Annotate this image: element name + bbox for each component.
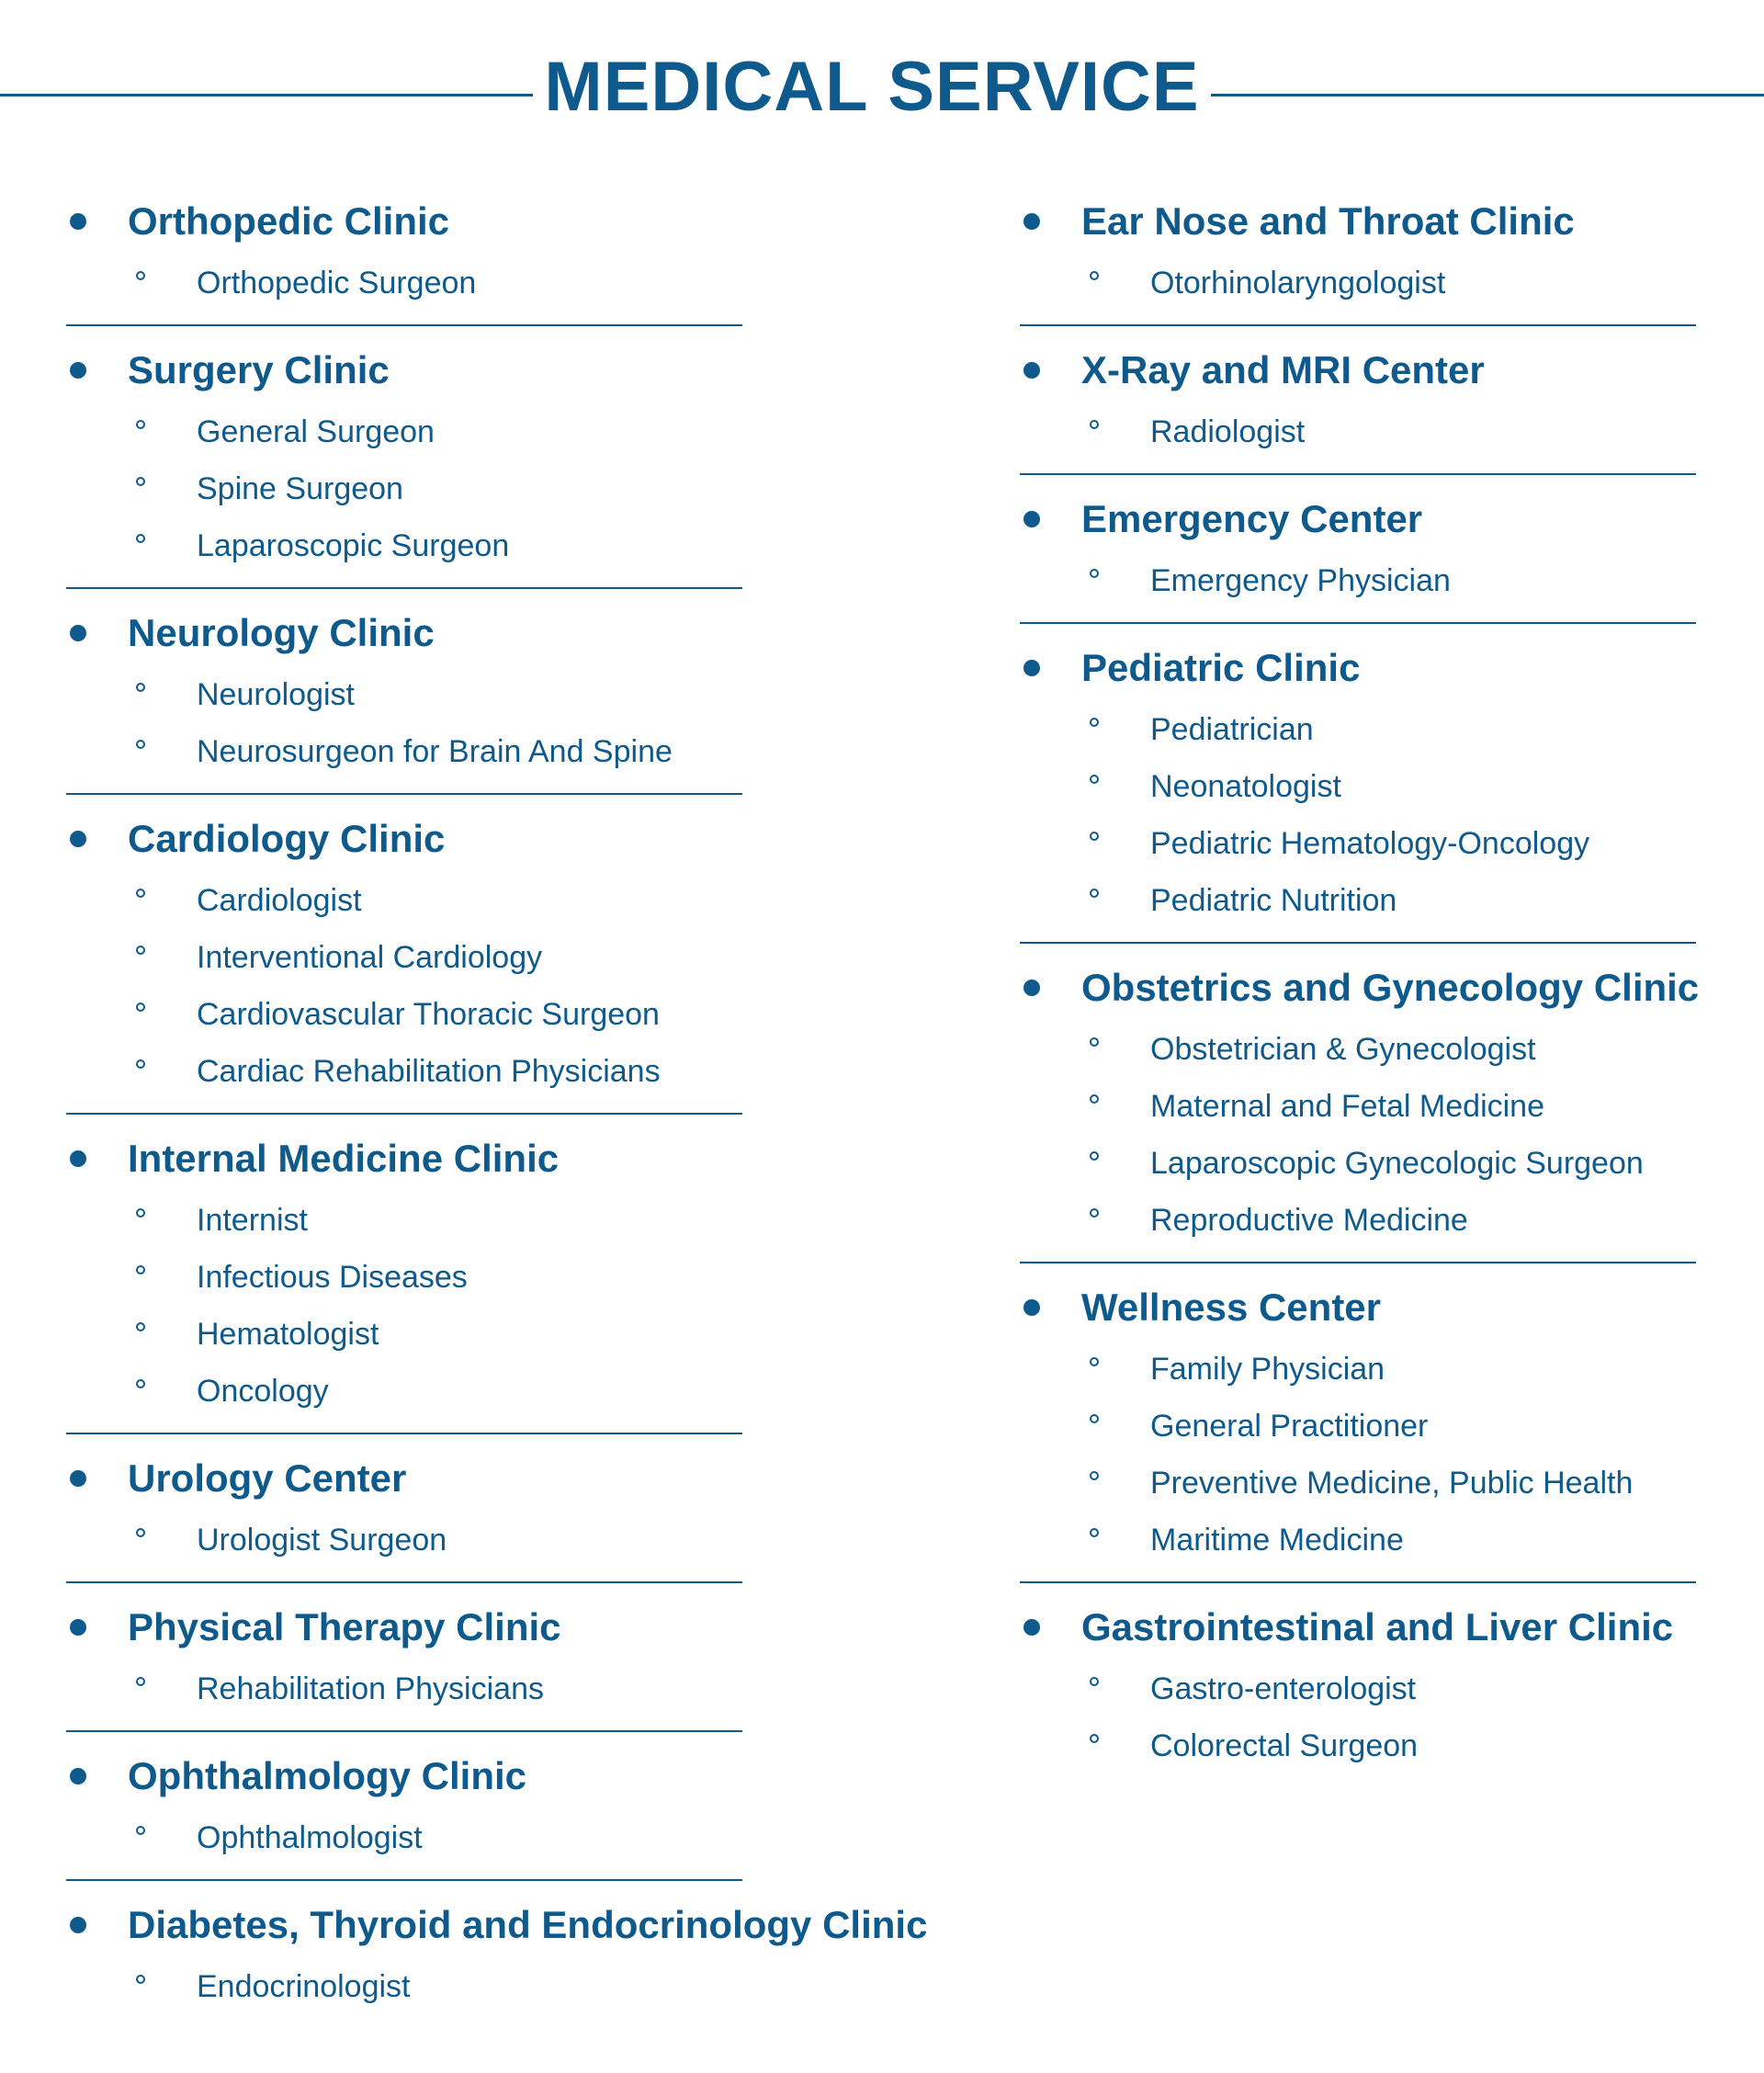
specialist-list [1020,701,1696,929]
clinic-heading [1020,337,1696,403]
bullet-icon [70,625,86,641]
specialist-item [1020,1341,1696,1398]
hollow-bullet-icon [1090,1734,1099,1743]
hollow-bullet-icon [136,1975,145,1984]
specialist-item [66,986,742,1043]
clinic-section [1020,188,1696,326]
clinic-heading [66,1445,742,1512]
clinic-name: Orthopedic Clinic [128,199,450,243]
clinic-section [66,1126,742,1434]
clinic-section [66,806,742,1115]
clinic-name: Obstetrics and Gynecology Clinic [1081,966,1700,1009]
page-header [0,37,1764,147]
hollow-bullet-icon [136,946,145,955]
hollow-bullet-icon [136,1265,145,1274]
hollow-bullet-icon [1090,832,1099,841]
hollow-bullet-icon [136,477,145,486]
clinic-heading [66,1126,742,1192]
specialist-item [1020,872,1696,929]
specialist-item [66,1043,742,1100]
clinic-heading [1020,188,1696,255]
clinic-name: Neurology Clinic [128,611,435,654]
clinic-name: X-Ray and MRI Center [1081,348,1485,391]
specialist-item [66,1249,742,1306]
clinic-name: Wellness Center [1081,1286,1382,1329]
hollow-bullet-icon [1090,775,1099,784]
clinic-section [66,1445,742,1583]
clinic-name: Ear Nose and Throat Clinic [1081,199,1575,243]
clinic-heading [1020,1274,1696,1341]
specialist-label: Cardiac Rehabilitation Physicians [197,1053,661,1089]
specialist-list [66,872,742,1100]
hollow-bullet-icon [1090,1151,1099,1161]
specialist-list [66,1809,742,1866]
specialist-label: Cardiologist [197,882,362,918]
clinic-name: Pediatric Clinic [1081,646,1361,689]
hollow-bullet-icon [1090,1471,1099,1480]
specialist-label: Neurologist [197,676,355,712]
specialist-item [66,403,742,460]
specialist-item [1020,815,1696,872]
hollow-bullet-icon [1090,1528,1099,1537]
specialist-list [1020,1021,1696,1249]
hollow-bullet-icon [136,740,145,749]
specialist-label: Emergency Physician [1150,562,1451,598]
specialist-item [66,517,742,574]
clinic-section [1020,955,1700,1263]
specialist-item [66,1512,742,1569]
specialist-list [66,666,742,780]
hollow-bullet-icon [136,1003,145,1012]
hollow-bullet-icon [136,1677,145,1686]
specialist-label: Laparoscopic Surgeon [197,527,510,563]
specialist-list [1020,403,1696,460]
clinic-section [1020,635,1696,944]
hollow-bullet-icon [1090,271,1099,280]
clinic-name: Cardiology Clinic [128,817,446,860]
specialist-label: Family Physician [1150,1351,1385,1387]
specialist-item [66,929,742,986]
specialist-item [1020,1660,1696,1717]
specialist-label: Rehabilitation Physicians [197,1671,544,1706]
hollow-bullet-icon [1090,1094,1099,1104]
hollow-bullet-icon [1090,718,1099,727]
specialist-item [66,1660,742,1717]
specialist-list [66,1660,742,1717]
clinic-heading [66,1892,928,1958]
specialist-item [1020,1135,1696,1192]
specialist-item [1020,701,1696,758]
specialist-label: Otorhinolaryngologist [1150,265,1446,300]
bullet-icon [1023,980,1040,996]
hollow-bullet-icon [136,683,145,692]
hollow-bullet-icon [1090,1037,1099,1047]
hollow-bullet-icon [136,534,145,543]
clinic-name: Internal Medicine Clinic [128,1137,560,1180]
specialist-item [1020,1455,1696,1512]
specialist-label: Colorectal Surgeon [1150,1728,1419,1763]
hollow-bullet-icon [136,1528,145,1537]
bullet-icon [1023,1619,1040,1636]
clinic-heading [66,337,742,403]
specialist-list [1020,1341,1696,1569]
bullet-icon [1023,213,1040,230]
specialist-list [1020,255,1696,312]
bullet-icon [70,1619,86,1636]
specialist-label: Pediatric Nutrition [1150,882,1397,918]
hollow-bullet-icon [1090,1677,1099,1686]
specialist-label: Reproductive Medicine [1150,1202,1468,1238]
specialist-label: Pediatrician [1150,711,1314,747]
clinic-section [66,337,742,589]
hollow-bullet-icon [1090,1414,1099,1423]
hollow-bullet-icon [1090,420,1099,429]
clinic-section [66,1594,742,1732]
specialist-label: Spine Surgeon [197,470,403,506]
specialist-label: Cardiovascular Thoracic Surgeon [197,996,660,1032]
specialist-label: Oncology [197,1373,329,1409]
specialist-label: Laparoscopic Gynecologic Surgeon [1150,1145,1644,1181]
specialist-item [66,255,742,312]
bullet-icon [70,1768,86,1784]
clinic-heading [66,1594,742,1660]
clinic-section [1020,486,1696,624]
clinic-section [1020,1594,1696,1787]
specialist-label: Hematologist [197,1316,379,1352]
specialist-item [66,460,742,517]
clinic-name: Gastrointestinal and Liver Clinic [1081,1605,1674,1648]
specialist-label: Infectious Diseases [197,1259,468,1295]
bullet-icon [70,1470,86,1487]
hollow-bullet-icon [1090,1208,1099,1218]
clinic-name: Diabetes, Thyroid and Endocrinology Clinic [128,1903,928,1946]
clinic-name: Emergency Center [1081,497,1423,540]
hollow-bullet-icon [136,420,145,429]
left-clinic-list [66,188,928,2039]
hollow-bullet-icon [136,271,145,280]
specialist-label: Interventional Cardiology [197,939,543,975]
specialist-label: Neonatologist [1150,768,1341,804]
specialist-list [66,1192,742,1420]
header-rule-right [1211,94,1764,96]
specialist-label: General Surgeon [197,413,435,449]
bullet-icon [70,1917,86,1933]
clinic-heading [1020,635,1696,701]
clinic-section [66,600,742,795]
specialist-item [1020,1078,1696,1135]
clinic-heading [1020,486,1696,552]
specialist-item [1020,758,1696,815]
hollow-bullet-icon [1090,889,1099,898]
specialist-item [66,1809,742,1866]
specialist-item [66,723,742,780]
specialist-label: General Practitioner [1150,1408,1429,1444]
header-rule-left [0,94,533,96]
hollow-bullet-icon [136,1208,145,1218]
specialist-label: Ophthalmologist [197,1819,423,1855]
specialist-list [66,1512,742,1569]
specialist-list [1020,552,1696,609]
hollow-bullet-icon [1090,569,1099,578]
clinic-section [66,188,742,326]
specialist-item [1020,1398,1696,1455]
right-clinic-list [1020,188,1700,1798]
bullet-icon [70,1150,86,1167]
hollow-bullet-icon [1090,1357,1099,1366]
clinic-name: Surgery Clinic [128,348,390,391]
specialist-list [66,255,742,312]
specialist-label: Preventive Medicine, Public Health [1150,1465,1634,1501]
clinic-heading [66,1743,742,1809]
clinic-heading [66,600,742,666]
specialist-list [66,403,742,574]
clinic-name: Urology Center [128,1456,407,1500]
specialist-item [1020,1192,1696,1249]
page-title: MEDICAL SERVICE [544,48,1200,126]
bullet-icon [1023,660,1040,676]
specialist-list [66,1958,742,2015]
specialist-item [1020,1021,1696,1078]
specialist-list [1020,1660,1696,1774]
hollow-bullet-icon [136,1826,145,1835]
specialist-label: Radiologist [1150,413,1306,449]
hollow-bullet-icon [136,1059,145,1069]
specialist-label: Urologist Surgeon [197,1522,447,1558]
specialist-label: Orthopedic Surgeon [197,265,477,300]
clinic-section [66,1743,742,1881]
specialist-item [66,666,742,723]
specialist-label: Maritime Medicine [1150,1522,1404,1558]
specialist-label: Obstetrician & Gynecologist [1150,1031,1536,1067]
specialist-label: Pediatric Hematology-Oncology [1150,825,1590,861]
specialist-item [1020,1717,1696,1774]
specialist-item [1020,552,1696,609]
specialist-label: Gastro-enterologist [1150,1671,1417,1706]
specialist-label: Endocrinologist [197,1968,411,2004]
specialist-item [66,872,742,929]
specialist-label: Internist [197,1202,308,1238]
hollow-bullet-icon [136,1379,145,1388]
specialist-item [66,1363,742,1420]
hollow-bullet-icon [136,1322,145,1331]
clinic-heading [1020,955,1700,1021]
clinic-section [1020,1274,1696,1583]
specialist-item [1020,403,1696,460]
specialist-item [66,1192,742,1249]
clinic-heading [66,806,742,872]
clinic-section [66,1892,928,2028]
specialist-item [66,1306,742,1363]
specialist-item [1020,255,1696,312]
clinic-heading [1020,1594,1696,1660]
specialist-label: Maternal and Fetal Medicine [1150,1088,1545,1124]
specialist-item [66,1958,742,2015]
bullet-icon [70,362,86,379]
bullet-icon [70,213,86,230]
bullet-icon [1023,1299,1040,1316]
clinic-section [1020,337,1696,475]
bullet-icon [70,831,86,847]
hollow-bullet-icon [136,889,145,898]
clinic-name: Ophthalmology Clinic [128,1754,527,1797]
clinic-name: Physical Therapy Clinic [128,1605,561,1648]
bullet-icon [1023,362,1040,379]
bullet-icon [1023,511,1040,527]
specialist-label: Neurosurgeon for Brain And Spine [197,733,673,769]
clinic-heading [66,188,742,255]
specialist-item [1020,1512,1696,1569]
